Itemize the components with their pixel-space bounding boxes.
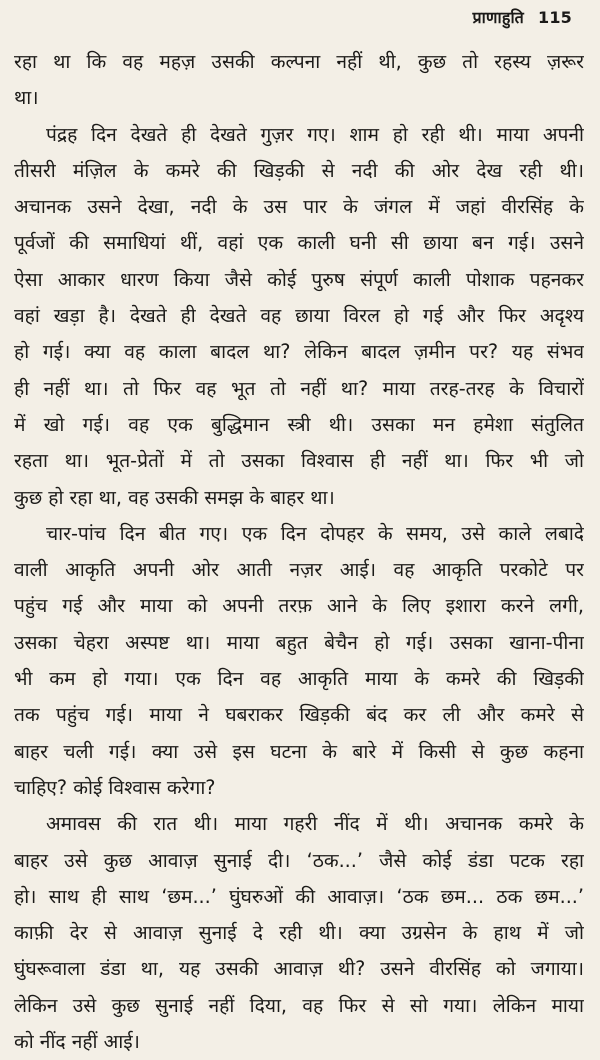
text-line: लेकिन उसे कुछ सुनाई नहीं दिया, वह फिर से सो गया। लेकिन माया	[14, 993, 584, 1017]
text-line: तक पहुंच गई। माया ने घबराकर खिड़की बंद कर ली और कमरे से	[14, 703, 584, 727]
text-line: को नींद नहीं आई।	[14, 1030, 140, 1054]
text-line: पूर्वजों की समाधियां थीं, वहां एक काली घनी सी छाया बन गई। उसने	[14, 231, 584, 255]
text-line: कुछ हो रहा था, वह उसकी समझ के बाहर था।	[14, 485, 335, 509]
text-line: में खो गई। वह एक बुद्धिमान स्त्री थी। उसका मन हमेशा संतुलित	[14, 412, 584, 436]
text-line: वहां खड़ा है। देखते ही देखते वह छाया विरल हो गई और फिर अदृश्य	[14, 304, 584, 328]
chapter-title: प्राणाहुति	[472, 8, 524, 27]
running-header	[472, 6, 572, 28]
text-line: ही नहीं था। तो फिर वह भूत तो नहीं था? माया तरह-तरह के विचारों	[14, 376, 584, 400]
text-line: बाहर चली गई। क्या उसे इस घटना के बारे में किसी से कुछ कहना	[14, 739, 584, 763]
text-line: चार-पांच दिन बीत गए। एक दिन दोपहर के समय, उसे काले लबादे	[46, 521, 584, 545]
text-line: हो गई। क्या वह काला बादल था? लेकिन बादल ज़मीन पर? यह संभव	[14, 340, 584, 364]
text-line: घुंघरूवाला डंडा था, यह उसकी आवाज़ थी? उसने वीरसिंह को जगाया।	[14, 957, 584, 981]
text-line: वाली आकृति अपनी ओर आती नज़र आई। वह आकृति परकोटे पर	[14, 558, 584, 582]
text-line: तीसरी मंज़िल के कमरे की खिड़की से नदी की ओर देख रही थी।	[14, 158, 584, 182]
text-line: हो। साथ ही साथ ‘छम...’ घुंघरुओं की आवाज़। ‘ठक छम... ठक छम...’	[14, 884, 584, 908]
text-line: उसका चेहरा अस्पष्ट था। माया बहुत बेचैन हो गई। उसका खाना-पीना	[14, 630, 584, 654]
text-line: काफ़ी देर से आवाज़ सुनाई दे रही थी। क्या उग्रसेन के हाथ में जो	[14, 921, 584, 945]
text-line: अमावस की रात थी। माया गहरी नींद में थी। अचानक कमरे के	[46, 812, 584, 836]
text-line: चाहिए? कोई विश्वास करेगा?	[14, 775, 216, 799]
text-line: रहा था कि वह महज़ उसकी कल्पना नहीं थी, कुछ तो रहस्य ज़रूर	[14, 50, 584, 73]
text-line: पहुंच गई और माया को अपनी तरफ़ आने के लिए इशारा करने लगी,	[14, 594, 584, 618]
text-line: बाहर उसे कुछ आवाज़ सुनाई दी। ‘ठक...’ जैसे कोई डंडा पटक रहा	[14, 848, 584, 872]
text-line: रहता था। भूत-प्रेतों में तो उसका विश्वास ही नहीं था। फिर भी जो	[14, 449, 584, 473]
text-line: था।	[14, 86, 39, 110]
text-line: पंद्रह दिन देखते ही देखते गुज़र गए। शाम हो रही थी। माया अपनी	[46, 122, 584, 146]
body-text	[14, 44, 584, 1060]
text-line: अचानक उसने देखा, नदी के उस पार के जंगल में जहां वीरसिंह के	[14, 195, 584, 219]
text-line: ऐसा आकार धारण किया जैसे कोई पुरुष संपूर्ण काली पोशाक पहनकर	[14, 267, 584, 291]
text-line: भी कम हो गया। एक दिन वह आकृति माया के कमरे की खिड़की	[14, 667, 584, 691]
page-number: 115	[538, 8, 572, 27]
